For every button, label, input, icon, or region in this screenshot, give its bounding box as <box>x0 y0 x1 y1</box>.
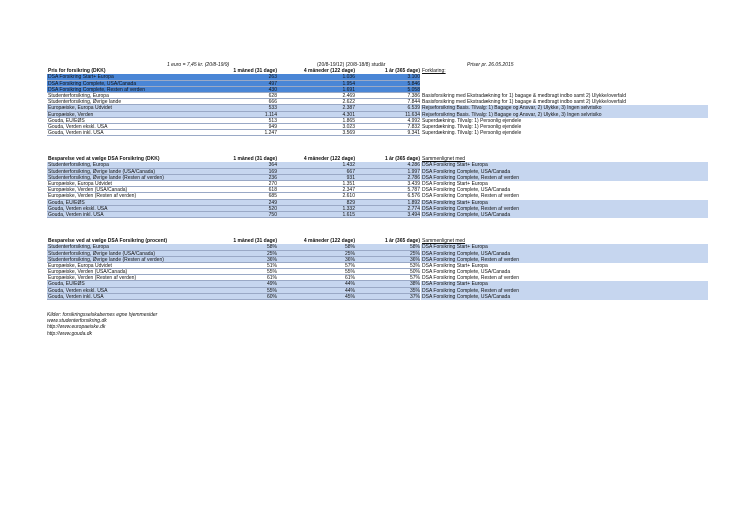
cell-y1: 2.774 <box>355 206 420 212</box>
cell-m4: 44% <box>277 288 355 294</box>
header-cell-name: Besparelse ved at vælge DSA Forsikring (procent) <box>48 238 168 245</box>
cell-m4: 36% <box>277 257 355 263</box>
cell-m4: 667 <box>277 169 355 175</box>
cell-y1: 37% <box>355 294 420 300</box>
cell-name: Europæiske, Europa Udvidet <box>47 263 204 269</box>
cell-name: Gouda, EU/EØS <box>47 200 204 206</box>
cell-name: Europæiske, Verden (USA/Canada) <box>47 269 204 275</box>
cell-m4: 1.615 <box>277 212 355 218</box>
cell-note: DSA Forsikring Complete, USA/Canada <box>421 251 708 257</box>
source-line: http://www.gouda.dk <box>47 330 93 337</box>
cell-m1: 263 <box>204 74 277 80</box>
cell-note: DSA Forsikring Complete, Resten af verden <box>421 206 708 212</box>
cell-note: Superdækning. Tilvalg: 1) Personlig ejendele <box>422 130 522 137</box>
cell-m1: 25% <box>204 251 277 257</box>
cell-note: DSA Forsikring Start+ Europa <box>421 281 708 287</box>
table-section <box>47 238 707 300</box>
cell-m4: 45% <box>277 294 355 300</box>
cell-y1: 4.286 <box>355 162 420 168</box>
cell-m4: 57% <box>277 263 355 269</box>
header-cell-m4: 4 måneder (122 dage) <box>303 68 355 75</box>
cell-note: DSA Forsikring Start+ Europa <box>421 200 708 206</box>
cell-name: Gouda, EU/EØS <box>47 118 204 124</box>
cell-note: DSA Forsikring Complete, Resten af verden <box>421 257 708 263</box>
cell-y1: 6.539 <box>355 105 420 111</box>
cell-y1: 25% <box>355 251 420 257</box>
table-section <box>47 68 707 136</box>
header-cell-m1: 1 måned (31 dage) <box>233 238 277 245</box>
cell-note: Basisforsikring med Ekstradækning for 1) bagage & medbragt indbo samt 2) Ulykke/overfald <box>422 99 626 106</box>
cell-m4: 1.351 <box>277 181 355 187</box>
header-cell-y1: 1 år (365 dage) <box>384 156 420 163</box>
cell-m4: 1.865 <box>277 118 355 124</box>
cell-m4: 931 <box>277 175 355 181</box>
header-cell-name: Besparelse ved at vælge DSA Forsikring (DKK) <box>48 156 160 163</box>
cell-y1: 11.634 <box>355 112 420 118</box>
header-cell-note: Forklaring: <box>422 68 446 75</box>
cell-m4: 2.610 <box>277 193 355 199</box>
table-section <box>47 156 707 218</box>
cell-m1: 520 <box>204 206 277 212</box>
header-cell-y1: 1 år (365 dage) <box>384 238 420 245</box>
cell-y1: 50% <box>355 269 420 275</box>
cell-m1: 55% <box>204 288 277 294</box>
cell-note: Basisforsikring med Ekstradækning for 1) bagage & medbragt indbo samt 2) Ulykke/overfald <box>422 92 626 99</box>
cell-m1: 750 <box>204 212 277 218</box>
cell-y1: 2.786 <box>355 175 420 181</box>
cell-name: Europæiske, Verden <box>47 112 204 118</box>
cell-y1: 35% <box>355 288 420 294</box>
cell-y1: 5.058 <box>355 87 420 93</box>
cell-m4: 4.301 <box>277 112 355 118</box>
cell-m1: 618 <box>204 187 277 193</box>
cell-name: Studenterforsikring, Øvrige lande <box>47 99 204 105</box>
cell-y1: 7.386 <box>355 93 420 99</box>
cell-name: DSA Forsikring Complete, Resten af verden <box>47 87 204 93</box>
cell-name: Europæiske, Verden (USA/Canada) <box>47 187 204 193</box>
cell-note: DSA Forsikring Complete, USA/Canada <box>421 169 708 175</box>
table-row <box>47 294 707 300</box>
cell-m4: 2.387 <box>277 105 355 111</box>
cell-m4: 1.691 <box>277 87 355 93</box>
header-cell-m4: 4 måneder (122 dage) <box>303 238 355 245</box>
cell-y1: 5.787 <box>355 187 420 193</box>
cell-note: DSA Forsikring Complete, USA/Canada <box>422 187 511 194</box>
prices-date-note: Priser pr. 26.05.2015 <box>467 62 514 68</box>
header-cell-m1: 1 måned (31 dage) <box>233 156 277 163</box>
cell-note: DSA Forsikring Complete, USA/Canada <box>421 212 708 218</box>
cell-m4: 58% <box>277 244 355 250</box>
header-cell-name: Pris for forsikring (DKK) <box>48 68 106 75</box>
cell-y1: 1.892 <box>355 200 420 206</box>
cell-m1: 513 <box>204 118 277 124</box>
source-line: http://www.europaeiske.dk <box>47 324 106 331</box>
cell-note: Superdækning. Tilvalg: 1) Personlig ejendele <box>422 117 522 124</box>
table-row <box>47 212 707 218</box>
cell-name: Studenterforsikring, Øvrige lande (Resten af verden) <box>47 175 204 181</box>
cell-note: DSA Forsikring Complete, Resten af verden <box>421 288 708 294</box>
cell-name: Europæiske, Europa Udvidet <box>47 181 204 187</box>
cell-m4: 3.569 <box>277 130 355 136</box>
cell-m4: 25% <box>277 251 355 257</box>
cell-m4: 829 <box>277 200 355 206</box>
period-note: (20/8-19/12) (20/8-18/8) studår <box>317 62 386 68</box>
cell-m1: 249 <box>204 200 277 206</box>
header-cell-note: Sammenlignet med <box>422 156 466 163</box>
cell-m4: 44% <box>277 281 355 287</box>
cell-note: Rejseforsikring Basis. Tilvalg: 1) Bagage og Ansvar, 2) Ulykke, 3) Ingen selvrisiko <box>421 112 708 118</box>
cell-m1: 51% <box>204 263 277 269</box>
cell-m4: 1.036 <box>277 74 355 80</box>
sources-block <box>47 312 707 337</box>
cell-m1: 236 <box>204 175 277 181</box>
cell-note: DSA Forsikring Start+ Europa <box>421 244 708 250</box>
cell-name: DSA Forsikring Start+ Europa <box>47 74 204 80</box>
cell-m1: 533 <box>204 105 277 111</box>
cell-y1: 57% <box>355 275 420 281</box>
cell-y1: 9.341 <box>355 130 420 136</box>
cell-note: Superdækning. Tilvalg: 1) Personlig ejendele <box>422 123 522 130</box>
cell-m1: 169 <box>204 169 277 175</box>
cell-m1: 58% <box>204 244 277 250</box>
cell-y1: 38% <box>355 281 420 287</box>
cell-m1: 49% <box>204 281 277 287</box>
cell-y1: 1.997 <box>355 169 420 175</box>
cell-note: DSA Forsikring Complete, Resten af verden <box>422 275 519 282</box>
cell-m1: 61% <box>204 275 277 281</box>
cell-name: Europæiske, Verden (Resten af verden) <box>47 275 204 281</box>
cell-note: DSA Forsikring Complete, USA/Canada <box>421 294 708 300</box>
cell-name: Gouda, Verden inkl. USA <box>47 294 204 300</box>
source-line: www.studenterforsikring.dk <box>47 318 107 325</box>
cell-name: Studenterforsikring, Øvrige lande (USA/Canada) <box>47 251 204 257</box>
cell-y1: 53% <box>355 263 420 269</box>
cell-m4: 1.432 <box>277 162 355 168</box>
cell-name: Gouda, EU/EØS <box>47 281 204 287</box>
cell-name: Studenterforsikring, Øvrige lande (USA/Canada) <box>47 169 204 175</box>
header-cell-m4: 4 måneder (122 dage) <box>303 156 355 163</box>
cell-note: DSA Forsikring Complete, Resten af verden <box>422 193 519 200</box>
cell-m4: 1.332 <box>277 206 355 212</box>
cell-m4: 2.622 <box>277 99 355 105</box>
cell-m1: 270 <box>204 181 277 187</box>
cell-name: Studenterforsikring, Europa <box>47 93 204 99</box>
cell-name: Gouda, Verden inkl. USA <box>47 212 204 218</box>
cell-m1: 628 <box>204 93 277 99</box>
cell-note: DSA Forsikring Complete, Resten af verden <box>421 175 708 181</box>
header-cell-y1: 1 år (365 dage) <box>384 68 420 75</box>
cell-name: Studenterforsikring, Øvrige lande (Resten af verden) <box>47 257 204 263</box>
cell-name: Europæiske, Verden (Resten af verden) <box>47 193 204 199</box>
cell-m4: 55% <box>277 269 355 275</box>
table-row <box>47 130 707 136</box>
spreadsheet <box>47 62 707 337</box>
cell-m1: 497 <box>204 81 277 87</box>
cell-y1: 4.992 <box>355 118 420 124</box>
cell-y1: 36% <box>355 257 420 263</box>
cell-name: Gouda, Verden ekskl. USA <box>47 288 204 294</box>
cell-y1: 5.846 <box>355 81 420 87</box>
cell-y1: 6.576 <box>355 193 420 199</box>
cell-m1: 685 <box>204 193 277 199</box>
cell-y1: 3.439 <box>355 181 420 187</box>
cell-name: Gouda, Verden ekskl. USA <box>47 206 204 212</box>
cell-m1: 55% <box>204 269 277 275</box>
cell-m1: 1.247 <box>204 130 277 136</box>
cell-m1: 60% <box>204 294 277 300</box>
cell-note: DSA Forsikring Start+ Europa <box>422 262 488 269</box>
cell-name: Gouda, Verden inkl. USA <box>47 130 204 136</box>
cell-m4: 3.023 <box>277 124 355 130</box>
cell-y1: 58% <box>355 244 420 250</box>
cell-m1: 1.114 <box>204 112 277 118</box>
cell-m4: 61% <box>277 275 355 281</box>
cell-m1: 364 <box>204 162 277 168</box>
sections-container <box>47 68 707 300</box>
cell-m4: 1.954 <box>277 81 355 87</box>
cell-m4: 2.469 <box>277 93 355 99</box>
cell-note: Rejseforsikring Basis. Tilvalg: 1) Bagage og Ansvar, 2) Ulykke, 3) Ingen selvrisiko <box>421 105 708 111</box>
cell-name: Gouda, Verden ekskl. USA <box>47 124 204 130</box>
cell-y1: 3.494 <box>355 212 420 218</box>
cell-m1: 36% <box>204 257 277 263</box>
cell-name: Studenterforsikring, Europa <box>47 244 204 250</box>
cell-name: Europæiske, Europa Udvidet <box>47 105 204 111</box>
cell-name: Studenterforsikring, Europa <box>47 162 204 168</box>
exchange-rate-note: 1 euro = 7,45 kr. (20/8-19/9) <box>167 62 230 68</box>
cell-y1: 3.100 <box>355 74 420 80</box>
cell-y1: 7.844 <box>355 99 420 105</box>
header-cell-m1: 1 måned (31 dage) <box>233 68 277 75</box>
cell-m1: 666 <box>204 99 277 105</box>
cell-m1: 430 <box>204 87 277 93</box>
cell-note: DSA Forsikring Complete, USA/Canada <box>422 269 511 276</box>
header-cell-note: Sammenlignet med <box>422 238 466 245</box>
cell-name: DSA Forsikring Complete, USA/Canada <box>47 81 204 87</box>
cell-y1: 7.832 <box>355 124 420 130</box>
cell-m1: 949 <box>204 124 277 130</box>
source-line: Kilder: forsikringsselskabernes egne hjemmesider <box>47 312 158 318</box>
cell-m4: 2.347 <box>277 187 355 193</box>
cell-note: DSA Forsikring Start+ Europa <box>421 162 708 168</box>
cell-note: DSA Forsikring Start+ Europa <box>422 181 488 187</box>
